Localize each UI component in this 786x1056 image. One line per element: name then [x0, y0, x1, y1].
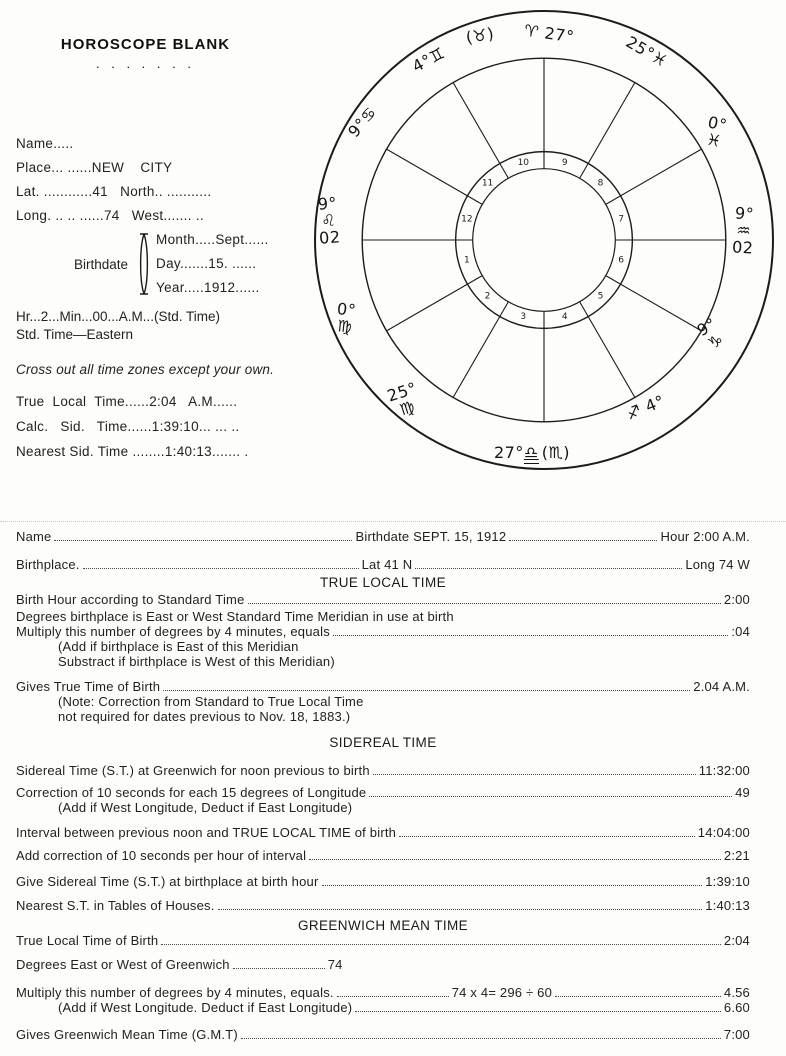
- row-value: 14:04:00: [697, 825, 750, 840]
- leo-cusp-label: 9° ♌ 02: [317, 193, 342, 248]
- aries-cusp-label: ♈ 27°: [523, 20, 576, 47]
- row-label: Nearest S.T. in Tables of Houses.: [16, 898, 215, 913]
- row-label: True Local Time of Birth: [16, 933, 159, 948]
- row-label: Multiply this number of degrees by 4 minutes, equals: [16, 624, 330, 639]
- dot-leader: [373, 764, 696, 775]
- dot-leader: [509, 530, 657, 541]
- dot-leader: [309, 849, 721, 860]
- row-label: Interval between previous noon and TRUE LOCAL TIME of birth: [16, 825, 397, 840]
- house-number-5: 5: [597, 291, 604, 302]
- house-cusp-lines: [362, 58, 726, 422]
- row-value: 49: [735, 785, 750, 800]
- name-birthdate-row: [16, 529, 750, 544]
- worksheet-row: [16, 957, 750, 972]
- note-text: (Add if birthplace is East of this Meridian: [58, 639, 299, 654]
- house-ring-inner-circle: [473, 169, 616, 312]
- latitude-field: Lat. ............41 North.. ...........: [16, 184, 212, 199]
- dot-leader: [337, 986, 449, 997]
- row-value: 2:04: [723, 933, 750, 948]
- virgo-0-cusp-label: 0° ♍: [336, 299, 358, 337]
- note-text: (Add if West Longitude. Deduct if East Longitude): [58, 1000, 353, 1015]
- row-value: 7:00: [723, 1027, 750, 1042]
- row-label: Give Sidereal Time (S.T.) at birthplace at birth hour: [16, 874, 319, 889]
- section-heading-sidereal-time: SIDEREAL TIME: [329, 735, 437, 750]
- dot-leader: [233, 958, 325, 969]
- dot-leader: [248, 593, 721, 604]
- birth-year-field: Year.....1912......: [156, 280, 260, 295]
- cancer-cusp-label: 9°♋: [344, 102, 381, 141]
- dot-leader: [218, 899, 703, 910]
- row-value: 2.04 A.M.: [693, 679, 750, 694]
- birth-month-field: Month.....Sept......: [156, 232, 269, 247]
- house-number-6: 6: [618, 255, 625, 266]
- worksheet-row: [16, 592, 750, 607]
- row-value: 4.56: [723, 985, 750, 1000]
- row-value: 2:00: [723, 592, 750, 607]
- true-local-time-field: True Local Time......2:04 A.M......: [16, 394, 238, 409]
- row-label: Add correction of 10 seconds per hour of interval: [16, 848, 307, 863]
- worksheet-row: [16, 874, 750, 889]
- row-label: Birth Hour according to Standard Time: [16, 592, 245, 607]
- dot-leader: [83, 558, 359, 569]
- dot-leader: [241, 1028, 721, 1039]
- pisces-25-cusp-label: 25°♓: [622, 32, 671, 72]
- note-text: (Note: Correction from Standard to True Local Time: [58, 694, 364, 709]
- worksheet-row: [16, 1027, 750, 1042]
- house-number-1: 1: [463, 255, 470, 266]
- birthplace-label: Birthplace.: [16, 557, 80, 572]
- dot-leader: [54, 530, 352, 541]
- row-label: Multiply this number of degrees by 4 minutes, equals.: [16, 985, 334, 1000]
- dot-leader: [161, 934, 721, 945]
- house-number-4: 4: [561, 312, 568, 323]
- aquarius-cusp-label: 9° ♒ 02: [731, 203, 755, 258]
- hour-minute-field: Hr...2...Min...00...A.M...(Std. Time): [16, 309, 221, 324]
- birth-day-field: Day.......15. ......: [156, 256, 257, 271]
- row-label: Degrees East or West of Greenwich: [16, 957, 230, 972]
- dot-leader: [322, 875, 703, 886]
- row-value: :04: [731, 624, 750, 639]
- row-value: 1:39:10: [705, 874, 750, 889]
- worksheet-row: [16, 898, 750, 913]
- nearest-sidereal-time-field: Nearest Sid. Time ........1:40:13....... .: [16, 444, 249, 459]
- page-fold-line: [0, 521, 786, 522]
- dot-leader: [163, 680, 690, 691]
- libra-sign-glyph: ♎: [523, 442, 539, 462]
- house-number-7: 7: [618, 214, 625, 225]
- pisces-0-cusp-label: 0° ♓: [704, 112, 729, 151]
- time-calculation-worksheet: [16, 524, 750, 1042]
- longitude-value: Long 74 W: [685, 557, 750, 572]
- worksheet-row: [16, 763, 750, 778]
- latitude-value: Lat 41 N: [361, 557, 413, 572]
- worksheet-row: [16, 679, 750, 694]
- worksheet-note-row: [16, 800, 750, 815]
- identity-form: [16, 132, 316, 228]
- birthplace-row: [16, 557, 750, 572]
- note-text: Substract if birthplace is West of this Meridian): [58, 654, 335, 669]
- computed-times-group: [16, 389, 248, 464]
- scorpio-intercepted-glyph: (♏): [541, 442, 571, 462]
- standard-time-group: [16, 308, 220, 344]
- row-label: Gives True Time of Birth: [16, 679, 161, 694]
- dot-leader: [369, 786, 732, 797]
- dot-leader: [399, 826, 695, 837]
- house-number-2: 2: [484, 291, 491, 302]
- dot-leader: [355, 1001, 721, 1012]
- row-label: Sidereal Time (S.T.) at Greenwich for noon previous to birth: [16, 763, 370, 778]
- house-number-11: 11: [481, 178, 494, 189]
- section-heading-true-local-time: TRUE LOCAL TIME: [319, 575, 447, 590]
- dot-leader: [333, 625, 728, 636]
- hour-value: Hour 2:00 A.M.: [660, 529, 750, 544]
- title-dots: . . . . . . .: [96, 56, 195, 71]
- worksheet-row: [16, 609, 750, 624]
- worksheet-note-row: [16, 694, 750, 709]
- capricorn-cusp-label: 9° ♑: [693, 313, 727, 354]
- dot-leader: [555, 986, 721, 997]
- horoscope-wheel: [312, 8, 776, 472]
- section-heading-greenwich-mean-time: GREENWICH MEAN TIME: [297, 918, 469, 933]
- birthdate-label: Birthdate: [74, 256, 129, 272]
- worksheet-row: [16, 785, 750, 800]
- worksheet-note-row: [16, 654, 750, 669]
- libra-scorpio-cusp-label: [494, 428, 573, 464]
- libra-degree-text: 27°: [494, 442, 524, 462]
- house-number-3: 3: [520, 312, 527, 323]
- worksheet-note-row: [16, 709, 750, 724]
- longitude-field: Long. .. .. ......74 West....... ..: [16, 208, 204, 223]
- crossout-instruction: Cross out all time zones except your own.: [16, 362, 275, 377]
- worksheet-row: [16, 825, 750, 840]
- birthdate-value: Birthdate SEPT. 15, 1912: [355, 529, 507, 544]
- birthdate-group: [74, 228, 269, 300]
- taurus-intercepted-label: (♉): [464, 23, 496, 48]
- page-title: HOROSCOPE BLANK: [60, 36, 231, 53]
- house-number-12: 12: [461, 214, 473, 225]
- row-label: Degrees birthplace is East or West Standard Time Meridian in use at birth: [16, 609, 454, 624]
- house-numbers: [461, 158, 624, 322]
- virgo-25-cusp-label: 25° ♍: [384, 378, 420, 420]
- gemini-cusp-label: 4°♊: [409, 43, 449, 76]
- row-label: Correction of 10 seconds for each 15 degrees of Longitude: [16, 785, 367, 800]
- worksheet-row: [16, 848, 750, 863]
- calculation-text: 74 x 4= 296 ÷ 60: [451, 985, 553, 1000]
- note-text: (Add if West Longitude, Deduct if East Longitude): [58, 800, 353, 815]
- sagittarius-cusp-label: ♐ 4°: [623, 391, 668, 424]
- name-label: Name: [16, 529, 52, 544]
- row-label: Gives Greenwich Mean Time (G.M.T): [16, 1027, 238, 1042]
- place-field: Place... ......NEW CITY: [16, 160, 173, 175]
- note-text: not required for dates previous to Nov. 18, 1883.): [58, 709, 351, 724]
- worksheet-row: [16, 1000, 750, 1015]
- brace-icon: [136, 231, 152, 297]
- house-number-8: 8: [597, 178, 604, 189]
- worksheet-row: [16, 985, 750, 1000]
- row-value: 1:40:13: [705, 898, 750, 913]
- row-value: 2:21: [723, 848, 750, 863]
- house-number-10: 10: [517, 157, 530, 168]
- name-field: Name.....: [16, 136, 74, 151]
- time-zone-field: Std. Time—Eastern: [16, 327, 134, 342]
- dot-leader: [415, 558, 682, 569]
- row-value: 74: [327, 957, 343, 972]
- row-value: 11:32:00: [698, 763, 750, 778]
- worksheet-row: [16, 624, 750, 639]
- calc-sidereal-time-field: Calc. Sid. Time......1:39:10... ... ..: [16, 419, 240, 434]
- house-number-9: 9: [561, 157, 568, 168]
- worksheet-row: [16, 933, 750, 948]
- row-value: 6.60: [723, 1000, 750, 1015]
- worksheet-note-row: [16, 639, 750, 654]
